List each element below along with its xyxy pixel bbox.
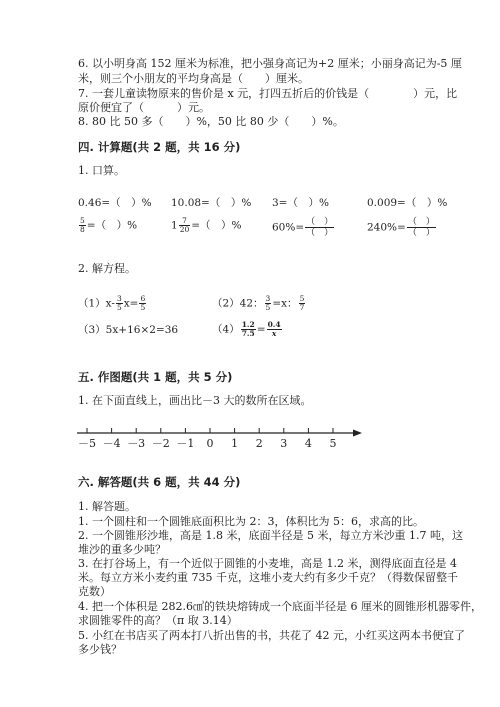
oral-item: 10.08=（ ）% — [171, 197, 252, 209]
problem-3-line1: 3. 在打谷场上，有一个近似于圆锥的小麦堆，高是 1.2 米，测得底面直径是 4 — [78, 557, 457, 570]
q8-line: 8. 80 比 50 多（ ）%，50 比 80 少（ ）%。 — [78, 115, 344, 128]
tick-label: －1 — [176, 437, 195, 450]
oral-item: 3=（ ）% — [272, 197, 329, 209]
problem-4-line1: 4. 把一个体积是 282.6㎤的铁块熔铸成一个底面半径是 6 厘米的圆锥形机器零件， — [78, 600, 482, 613]
tick-label: 1 — [231, 437, 239, 450]
section6-heading: 六. 解答题(共 6 题，共 44 分) — [78, 475, 241, 489]
problem-3-line3: 克数） — [78, 585, 111, 598]
q7-line2: 原价便宜了（ ）元。 — [78, 101, 210, 114]
problem-2-line1: 2. 一个圆锥形沙堆，高是 1.8 米，底面半径是 5 米，每立方米沙重 1.7 吨，这 — [78, 529, 463, 542]
tick-label: －2 — [151, 437, 170, 450]
oral-calc-title: 1. 口算。 — [78, 164, 125, 177]
number-line-ticks — [87, 428, 333, 433]
q7-line1: 7. 一套儿童读物原来的售价是 x 元，打四五折后的价钱是（ ）元，比 — [78, 87, 458, 100]
oral-item: 1 $\frac{7}{20}$ =（ ）% — [171, 216, 242, 234]
oral-item: 240%= $\frac{( )}{( )}$ — [367, 217, 435, 238]
drawing-question: 1. 在下面直线上，画出比－3 大的数所在区域。 — [78, 394, 312, 407]
tick-label: 2 — [255, 437, 263, 450]
problem-3-line2: 米。每立方米小麦约重 735 千克，这堆小麦大约有多少千克？（得数保留整千 — [78, 571, 458, 584]
section4-heading: 四. 计算题(共 2 题，共 16 分) — [78, 140, 241, 154]
equation-3: （3）5x+16×2=36 — [78, 324, 179, 336]
equation-2: （2）42： $\frac{3}{5}$ =x： $\frac{5}{7}$ — [212, 294, 305, 312]
q6-line2: 米，则三个小朋友的平均身高是（ ）厘米。 — [78, 72, 309, 85]
section5-heading: 五. 作图题(共 1 题，共 5 分) — [78, 370, 233, 384]
oral-item: 60%= $\frac{( )}{( )}$ — [272, 217, 334, 238]
equation-title: 2. 解方程。 — [78, 262, 136, 275]
oral-item: 0.009=（ ）% — [367, 197, 448, 209]
problem-2-line2: 堆沙的重多少吨？ — [78, 543, 166, 556]
tick-label: －4 — [102, 437, 121, 450]
number-line-arrow — [353, 430, 362, 437]
q6-line1: 6. 以小明身高 152 厘米为标准，把小强身高记为+2 厘米；小丽身高记为-5 厘 — [78, 57, 462, 70]
tick-label: －5 — [78, 437, 96, 450]
oral-item: 0.46=（ ）% — [78, 197, 152, 209]
tick-label: 4 — [304, 437, 312, 450]
problem-4-line2: 求圆锥零件的高？（π 取 3.14） — [78, 614, 238, 627]
problem-5-line1: 5. 小红在书店买了两本打八折出售的书，共花了 42 元，小红买这两本书便宜了 — [78, 629, 465, 642]
tick-label: 0 — [206, 437, 214, 450]
problem-1: 1. 一个圆柱和一个圆锥底面积比为 2：3，体积比为 5：6，求高的比。 — [78, 515, 424, 528]
tick-label: －3 — [127, 437, 146, 450]
tick-label: 5 — [329, 437, 337, 450]
problem-set-title: 1. 解答题。 — [78, 500, 136, 513]
tick-label: 3 — [280, 437, 288, 450]
problem-5-line2: 多少钱？ — [78, 643, 122, 656]
oral-item: $\frac{5}{8}$ =（ ）% — [80, 216, 138, 234]
equation-4: （4） $\frac{1.2}{7.5}$ = $\frac{0.4}{x}$ — [212, 320, 281, 338]
equation-1: （1）x- $\frac{3}{5}$ x= $\frac{6}{5}$ — [78, 294, 146, 312]
